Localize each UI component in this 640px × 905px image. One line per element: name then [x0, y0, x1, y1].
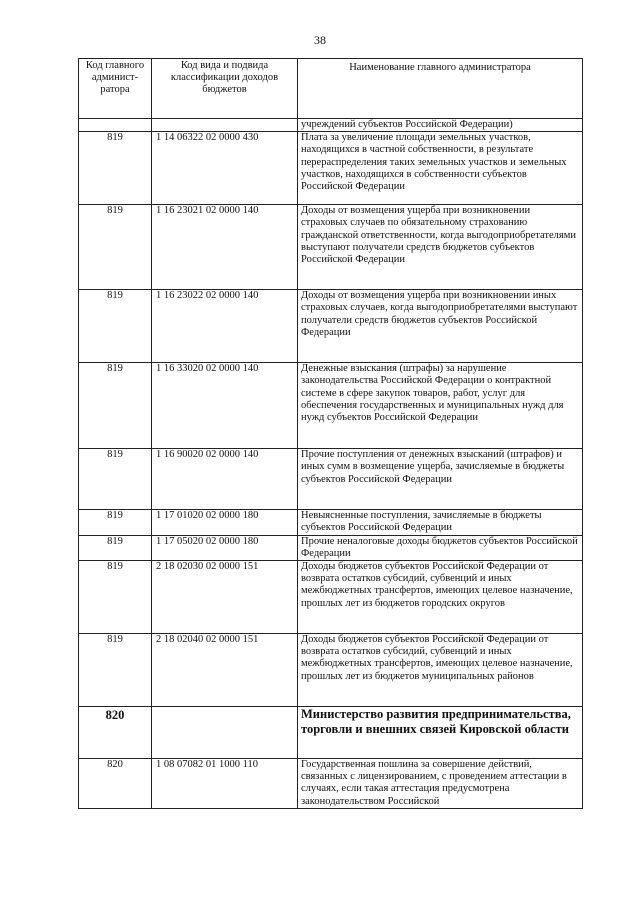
header-classification-code: Код вида и подвида классификации доходов бюджетов	[152, 59, 298, 119]
cell-admin-name: Доходы от возмещения ущерба при возникновении иных страховых случаев, когда выгодоприобретателями выступают получатели средств бюджетов субъектов Российской Федерации	[298, 290, 583, 363]
cell-classification-code	[152, 119, 298, 132]
cell-classification-code: 1 16 90020 02 0000 140	[152, 449, 298, 510]
table-group-row	[79, 707, 583, 759]
cell-classification-code: 2 18 02040 02 0000 151	[152, 634, 298, 707]
cell-admin-name: учреждений субъектов Российской Федерации)	[298, 119, 583, 132]
cell-classification-code	[152, 707, 298, 759]
cell-admin-name: Прочие поступления от денежных взысканий (штрафов) и иных сумм в возмещение ущерба, зачисляемые в бюджеты субъектов Российской Федерации	[298, 449, 583, 510]
cell-admin-name: Доходы бюджетов субъектов Российской Федерации от возврата остатков субсидий, субвенций и иных межбюджетных трансфертов, имеющих целевое назначение, прошлых лет из бюджетов муниципальных районов	[298, 634, 583, 707]
table-row	[79, 290, 583, 363]
cell-classification-code: 1 16 33020 02 0000 140	[152, 363, 298, 449]
cell-admin-code: 819	[79, 132, 152, 205]
cell-admin-code: 819	[79, 449, 152, 510]
cell-admin-name: Плата за увеличение площади земельных участков, находящихся в частной собственности, в результате перераспределения таких земельных участков и земельных участков, находящихся в собственности субъектов Российской Федерации	[298, 132, 583, 205]
revenue-administrators-table	[78, 58, 583, 809]
cell-admin-code: 819	[79, 205, 152, 290]
header-admin-name: Наименование главного администратора	[298, 59, 583, 119]
header-admin-code: Код главного админист-ратора	[79, 59, 152, 119]
cell-admin-name: Невыясненные поступления, зачисляемые в бюджеты субъектов Российской Федерации	[298, 510, 583, 535]
cell-admin-code: 819	[79, 634, 152, 707]
table-row	[79, 449, 583, 510]
cell-admin-code: 819	[79, 363, 152, 449]
table-row	[79, 363, 583, 449]
cell-classification-code: 1 14 06322 02 0000 430	[152, 132, 298, 205]
cell-admin-name: Государственная пошлина за совершение действий, связанных с лицензированием, с проведением аттестации в случаях, если такая аттестация предусмотрена законодательством Российской	[298, 759, 583, 809]
cell-classification-code: 1 16 23022 02 0000 140	[152, 290, 298, 363]
cell-admin-code: 819	[79, 561, 152, 634]
table-row	[79, 205, 583, 290]
cell-classification-code: 1 17 01020 02 0000 180	[152, 510, 298, 535]
table-row	[79, 561, 583, 634]
cell-admin-code: 820	[79, 759, 152, 809]
table-header-row	[79, 59, 583, 119]
cell-admin-code: 820	[79, 707, 152, 759]
cell-admin-name: Доходы от возмещения ущерба при возникновении страховых случаев по обязательному страхованию гражданской ответственности, когда выгодоприобретателями выступают получатели средств бюджетов субъектов Российской Федерации	[298, 205, 583, 290]
table-row	[79, 510, 583, 535]
table-row	[79, 759, 583, 809]
cell-admin-code: 819	[79, 510, 152, 535]
cell-admin-name: Министерство развития предпринимательства, торговли и внешних связей Кировской области	[298, 707, 583, 759]
cell-classification-code: 1 08 07082 01 1000 110	[152, 759, 298, 809]
table-row	[79, 132, 583, 205]
page-number: 38	[314, 33, 326, 47]
cell-admin-name: Прочие неналоговые доходы бюджетов субъектов Российской Федерации	[298, 535, 583, 560]
cell-admin-name: Доходы бюджетов субъектов Российской Федерации от возврата остатков субсидий, субвенций и иных межбюджетных трансфертов, имеющих целевое назначение, прошлых лет из бюджетов городских округов	[298, 561, 583, 634]
cell-admin-name: Денежные взыскания (штрафы) за нарушение законодательства Российской Федерации о контрактной системе в сфере закупок товаров, работ, услуг для обеспечения государственных и муниципальных нужд для нужд субъектов Российской Федерации	[298, 363, 583, 449]
cell-classification-code: 1 17 05020 02 0000 180	[152, 535, 298, 560]
cell-classification-code: 1 16 23021 02 0000 140	[152, 205, 298, 290]
table-row	[79, 634, 583, 707]
table-row	[79, 119, 583, 132]
cell-admin-code: 819	[79, 290, 152, 363]
cell-admin-code	[79, 119, 152, 132]
table-row	[79, 535, 583, 560]
cell-admin-code: 819	[79, 535, 152, 560]
cell-classification-code: 2 18 02030 02 0000 151	[152, 561, 298, 634]
